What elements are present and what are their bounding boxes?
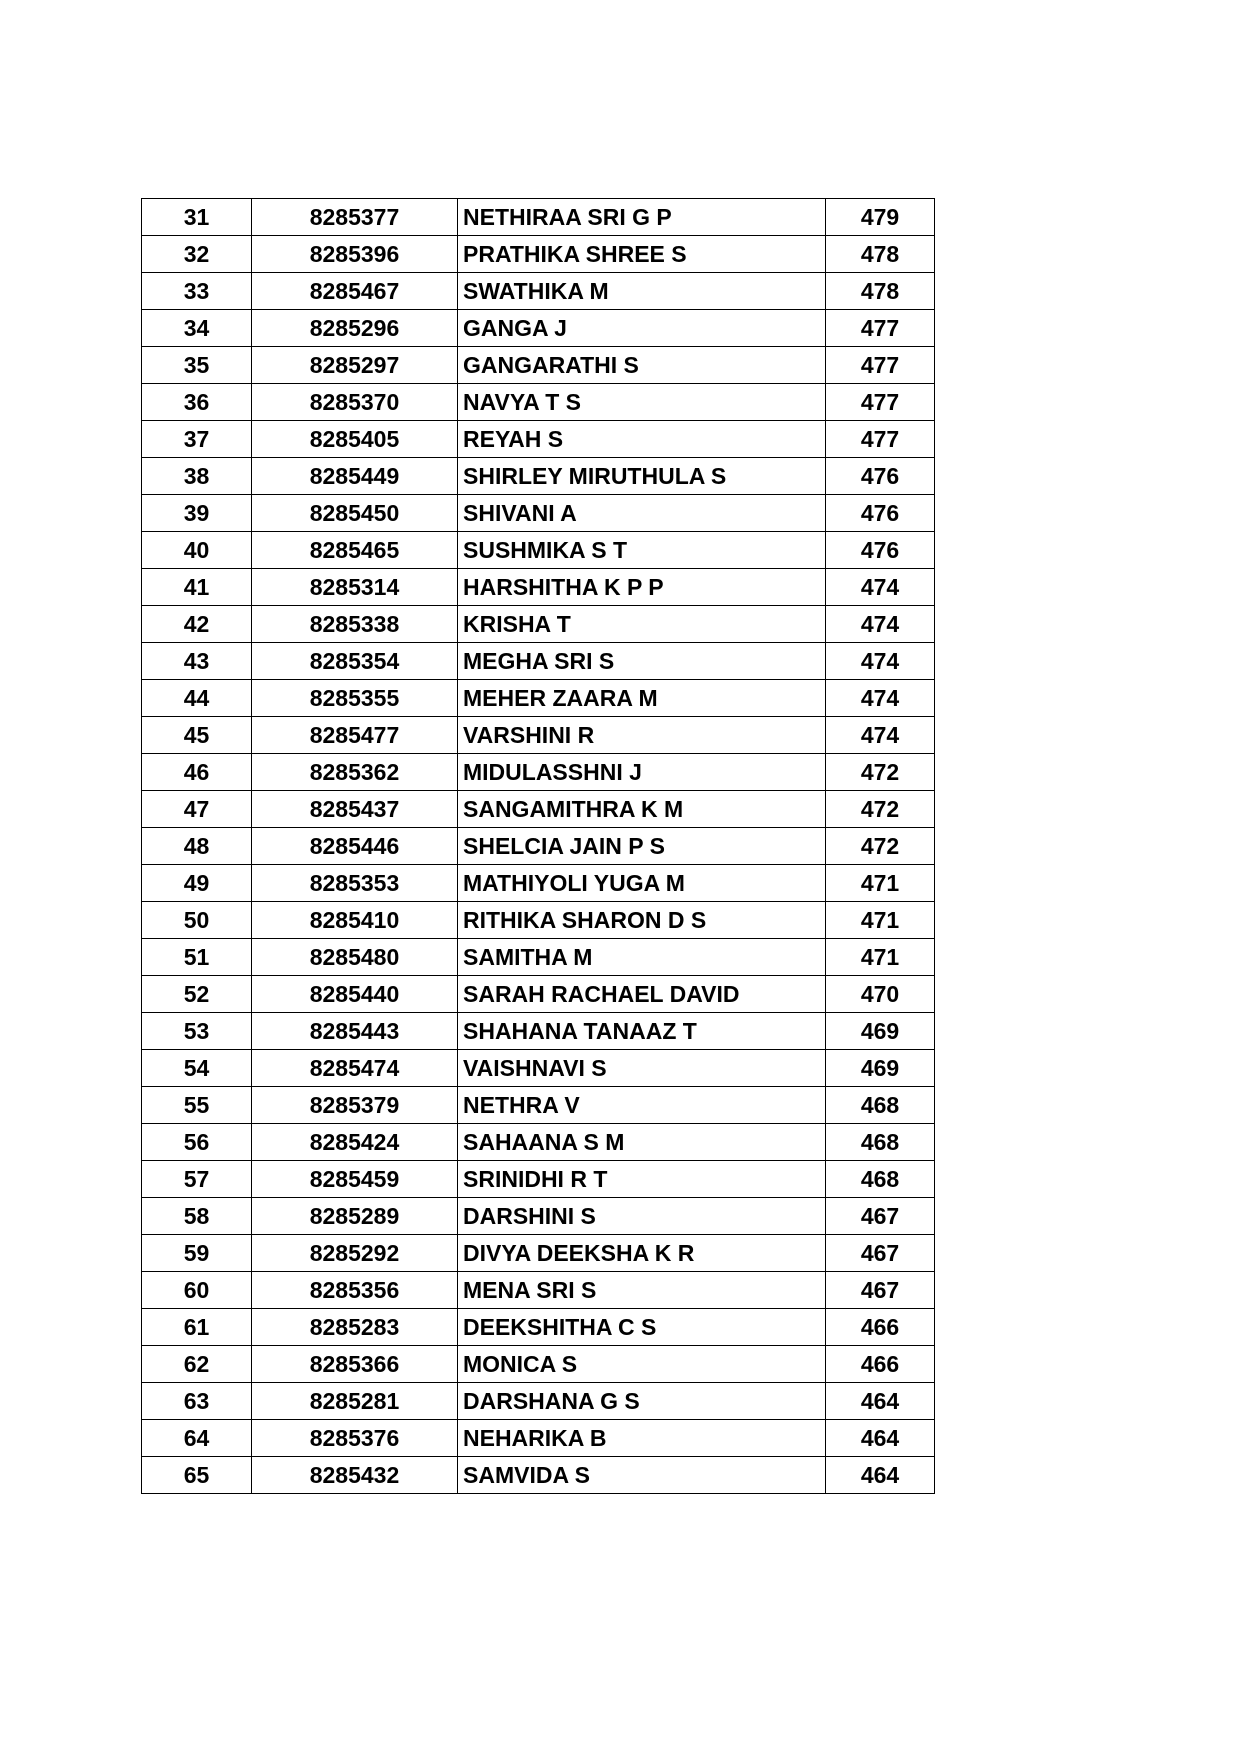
register-number-cell: 8285281	[252, 1383, 458, 1420]
student-name-cell: NAVYA T S	[458, 384, 826, 421]
register-number-cell: 8285289	[252, 1198, 458, 1235]
register-number-cell: 8285449	[252, 458, 458, 495]
table-row	[142, 1124, 935, 1161]
serial-number-cell: 44	[142, 680, 252, 717]
serial-number-cell: 65	[142, 1457, 252, 1494]
student-name-cell: SWATHIKA M	[458, 273, 826, 310]
table-row	[142, 1013, 935, 1050]
table-row	[142, 384, 935, 421]
student-name-cell: NEHARIKA B	[458, 1420, 826, 1457]
register-number-cell: 8285314	[252, 569, 458, 606]
serial-number-cell: 38	[142, 458, 252, 495]
results-table-body	[142, 199, 935, 1494]
table-row	[142, 421, 935, 458]
register-number-cell: 8285410	[252, 902, 458, 939]
register-number-cell: 8285370	[252, 384, 458, 421]
marks-cell: 471	[826, 902, 935, 939]
register-number-cell: 8285446	[252, 828, 458, 865]
register-number-cell: 8285467	[252, 273, 458, 310]
student-name-cell: DARSHANA G S	[458, 1383, 826, 1420]
student-name-cell: SAMVIDA S	[458, 1457, 826, 1494]
table-row	[142, 643, 935, 680]
serial-number-cell: 61	[142, 1309, 252, 1346]
register-number-cell: 8285450	[252, 495, 458, 532]
marks-cell: 471	[826, 939, 935, 976]
register-number-cell: 8285355	[252, 680, 458, 717]
serial-number-cell: 31	[142, 199, 252, 236]
serial-number-cell: 40	[142, 532, 252, 569]
serial-number-cell: 49	[142, 865, 252, 902]
student-name-cell: SAHAANA S M	[458, 1124, 826, 1161]
student-name-cell: SAMITHA M	[458, 939, 826, 976]
marks-cell: 477	[826, 421, 935, 458]
marks-cell: 464	[826, 1457, 935, 1494]
student-name-cell: SHELCIA JAIN P S	[458, 828, 826, 865]
serial-number-cell: 54	[142, 1050, 252, 1087]
student-name-cell: SHAHANA TANAAZ T	[458, 1013, 826, 1050]
table-row	[142, 458, 935, 495]
register-number-cell: 8285362	[252, 754, 458, 791]
serial-number-cell: 32	[142, 236, 252, 273]
register-number-cell: 8285480	[252, 939, 458, 976]
marks-cell: 467	[826, 1198, 935, 1235]
register-number-cell: 8285440	[252, 976, 458, 1013]
table-row	[142, 347, 935, 384]
marks-cell: 466	[826, 1346, 935, 1383]
serial-number-cell: 59	[142, 1235, 252, 1272]
marks-cell: 464	[826, 1420, 935, 1457]
table-row	[142, 1198, 935, 1235]
marks-cell: 469	[826, 1050, 935, 1087]
marks-cell: 474	[826, 680, 935, 717]
table-row	[142, 1161, 935, 1198]
register-number-cell: 8285477	[252, 717, 458, 754]
table-row	[142, 939, 935, 976]
marks-cell: 478	[826, 273, 935, 310]
register-number-cell: 8285465	[252, 532, 458, 569]
table-row	[142, 1235, 935, 1272]
student-name-cell: NETHIRAA SRI G P	[458, 199, 826, 236]
student-name-cell: SUSHMIKA S T	[458, 532, 826, 569]
register-number-cell: 8285338	[252, 606, 458, 643]
table-row	[142, 1050, 935, 1087]
marks-cell: 468	[826, 1124, 935, 1161]
marks-cell: 464	[826, 1383, 935, 1420]
student-name-cell: MENA SRI S	[458, 1272, 826, 1309]
marks-cell: 467	[826, 1235, 935, 1272]
marks-cell: 477	[826, 310, 935, 347]
marks-cell: 477	[826, 347, 935, 384]
register-number-cell: 8285443	[252, 1013, 458, 1050]
student-name-cell: SRINIDHI R T	[458, 1161, 826, 1198]
table-row	[142, 976, 935, 1013]
table-row	[142, 310, 935, 347]
serial-number-cell: 56	[142, 1124, 252, 1161]
register-number-cell: 8285432	[252, 1457, 458, 1494]
serial-number-cell: 57	[142, 1161, 252, 1198]
student-name-cell: SHIRLEY MIRUTHULA S	[458, 458, 826, 495]
student-name-cell: MEHER ZAARA M	[458, 680, 826, 717]
register-number-cell: 8285376	[252, 1420, 458, 1457]
serial-number-cell: 36	[142, 384, 252, 421]
student-name-cell: MONICA S	[458, 1346, 826, 1383]
marks-cell: 476	[826, 458, 935, 495]
register-number-cell: 8285354	[252, 643, 458, 680]
serial-number-cell: 43	[142, 643, 252, 680]
marks-cell: 467	[826, 1272, 935, 1309]
serial-number-cell: 48	[142, 828, 252, 865]
student-name-cell: DIVYA DEEKSHA K R	[458, 1235, 826, 1272]
marks-cell: 477	[826, 384, 935, 421]
table-row	[142, 865, 935, 902]
table-row	[142, 717, 935, 754]
register-number-cell: 8285379	[252, 1087, 458, 1124]
serial-number-cell: 58	[142, 1198, 252, 1235]
table-row	[142, 199, 935, 236]
serial-number-cell: 39	[142, 495, 252, 532]
marks-cell: 474	[826, 569, 935, 606]
serial-number-cell: 46	[142, 754, 252, 791]
serial-number-cell: 63	[142, 1383, 252, 1420]
student-name-cell: SARAH RACHAEL DAVID	[458, 976, 826, 1013]
register-number-cell: 8285292	[252, 1235, 458, 1272]
student-name-cell: MIDULASSHNI J	[458, 754, 826, 791]
register-number-cell: 8285437	[252, 791, 458, 828]
student-name-cell: RITHIKA SHARON D S	[458, 902, 826, 939]
table-row	[142, 1383, 935, 1420]
register-number-cell: 8285474	[252, 1050, 458, 1087]
marks-cell: 470	[826, 976, 935, 1013]
serial-number-cell: 41	[142, 569, 252, 606]
student-name-cell: NETHRA V	[458, 1087, 826, 1124]
student-name-cell: GANGARATHI S	[458, 347, 826, 384]
table-row	[142, 1346, 935, 1383]
serial-number-cell: 52	[142, 976, 252, 1013]
serial-number-cell: 45	[142, 717, 252, 754]
table-row	[142, 569, 935, 606]
register-number-cell: 8285283	[252, 1309, 458, 1346]
marks-cell: 472	[826, 828, 935, 865]
register-number-cell: 8285405	[252, 421, 458, 458]
register-number-cell: 8285424	[252, 1124, 458, 1161]
register-number-cell: 8285356	[252, 1272, 458, 1309]
student-name-cell: HARSHITHA K P P	[458, 569, 826, 606]
register-number-cell: 8285353	[252, 865, 458, 902]
register-number-cell: 8285396	[252, 236, 458, 273]
results-table	[141, 198, 935, 1494]
serial-number-cell: 47	[142, 791, 252, 828]
marks-cell: 476	[826, 495, 935, 532]
marks-cell: 474	[826, 606, 935, 643]
serial-number-cell: 33	[142, 273, 252, 310]
table-row	[142, 1272, 935, 1309]
student-name-cell: DEEKSHITHA C S	[458, 1309, 826, 1346]
marks-cell: 468	[826, 1087, 935, 1124]
serial-number-cell: 64	[142, 1420, 252, 1457]
marks-cell: 472	[826, 791, 935, 828]
table-row	[142, 1457, 935, 1494]
serial-number-cell: 60	[142, 1272, 252, 1309]
marks-cell: 471	[826, 865, 935, 902]
register-number-cell: 8285297	[252, 347, 458, 384]
student-name-cell: MEGHA SRI S	[458, 643, 826, 680]
marks-cell: 468	[826, 1161, 935, 1198]
serial-number-cell: 34	[142, 310, 252, 347]
table-row	[142, 532, 935, 569]
student-name-cell: VAISHNAVI S	[458, 1050, 826, 1087]
table-row	[142, 236, 935, 273]
student-name-cell: REYAH S	[458, 421, 826, 458]
serial-number-cell: 51	[142, 939, 252, 976]
marks-cell: 474	[826, 717, 935, 754]
table-row	[142, 1420, 935, 1457]
marks-cell: 478	[826, 236, 935, 273]
student-name-cell: SANGAMITHRA K M	[458, 791, 826, 828]
register-number-cell: 8285366	[252, 1346, 458, 1383]
student-name-cell: PRATHIKA SHREE S	[458, 236, 826, 273]
student-name-cell: DARSHINI S	[458, 1198, 826, 1235]
marks-cell: 479	[826, 199, 935, 236]
marks-cell: 476	[826, 532, 935, 569]
table-row	[142, 606, 935, 643]
table-row	[142, 754, 935, 791]
student-name-cell: MATHIYOLI YUGA M	[458, 865, 826, 902]
student-name-cell: GANGA J	[458, 310, 826, 347]
student-name-cell: KRISHA T	[458, 606, 826, 643]
register-number-cell: 8285377	[252, 199, 458, 236]
table-row	[142, 495, 935, 532]
register-number-cell: 8285296	[252, 310, 458, 347]
marks-cell: 466	[826, 1309, 935, 1346]
marks-cell: 469	[826, 1013, 935, 1050]
register-number-cell: 8285459	[252, 1161, 458, 1198]
serial-number-cell: 35	[142, 347, 252, 384]
student-name-cell: SHIVANI A	[458, 495, 826, 532]
serial-number-cell: 42	[142, 606, 252, 643]
serial-number-cell: 55	[142, 1087, 252, 1124]
student-name-cell: VARSHINI R	[458, 717, 826, 754]
table-row	[142, 1309, 935, 1346]
serial-number-cell: 62	[142, 1346, 252, 1383]
table-row	[142, 273, 935, 310]
marks-cell: 474	[826, 643, 935, 680]
serial-number-cell: 53	[142, 1013, 252, 1050]
table-row	[142, 828, 935, 865]
table-row	[142, 791, 935, 828]
marks-cell: 472	[826, 754, 935, 791]
serial-number-cell: 37	[142, 421, 252, 458]
table-row	[142, 680, 935, 717]
table-row	[142, 902, 935, 939]
table-row	[142, 1087, 935, 1124]
serial-number-cell: 50	[142, 902, 252, 939]
